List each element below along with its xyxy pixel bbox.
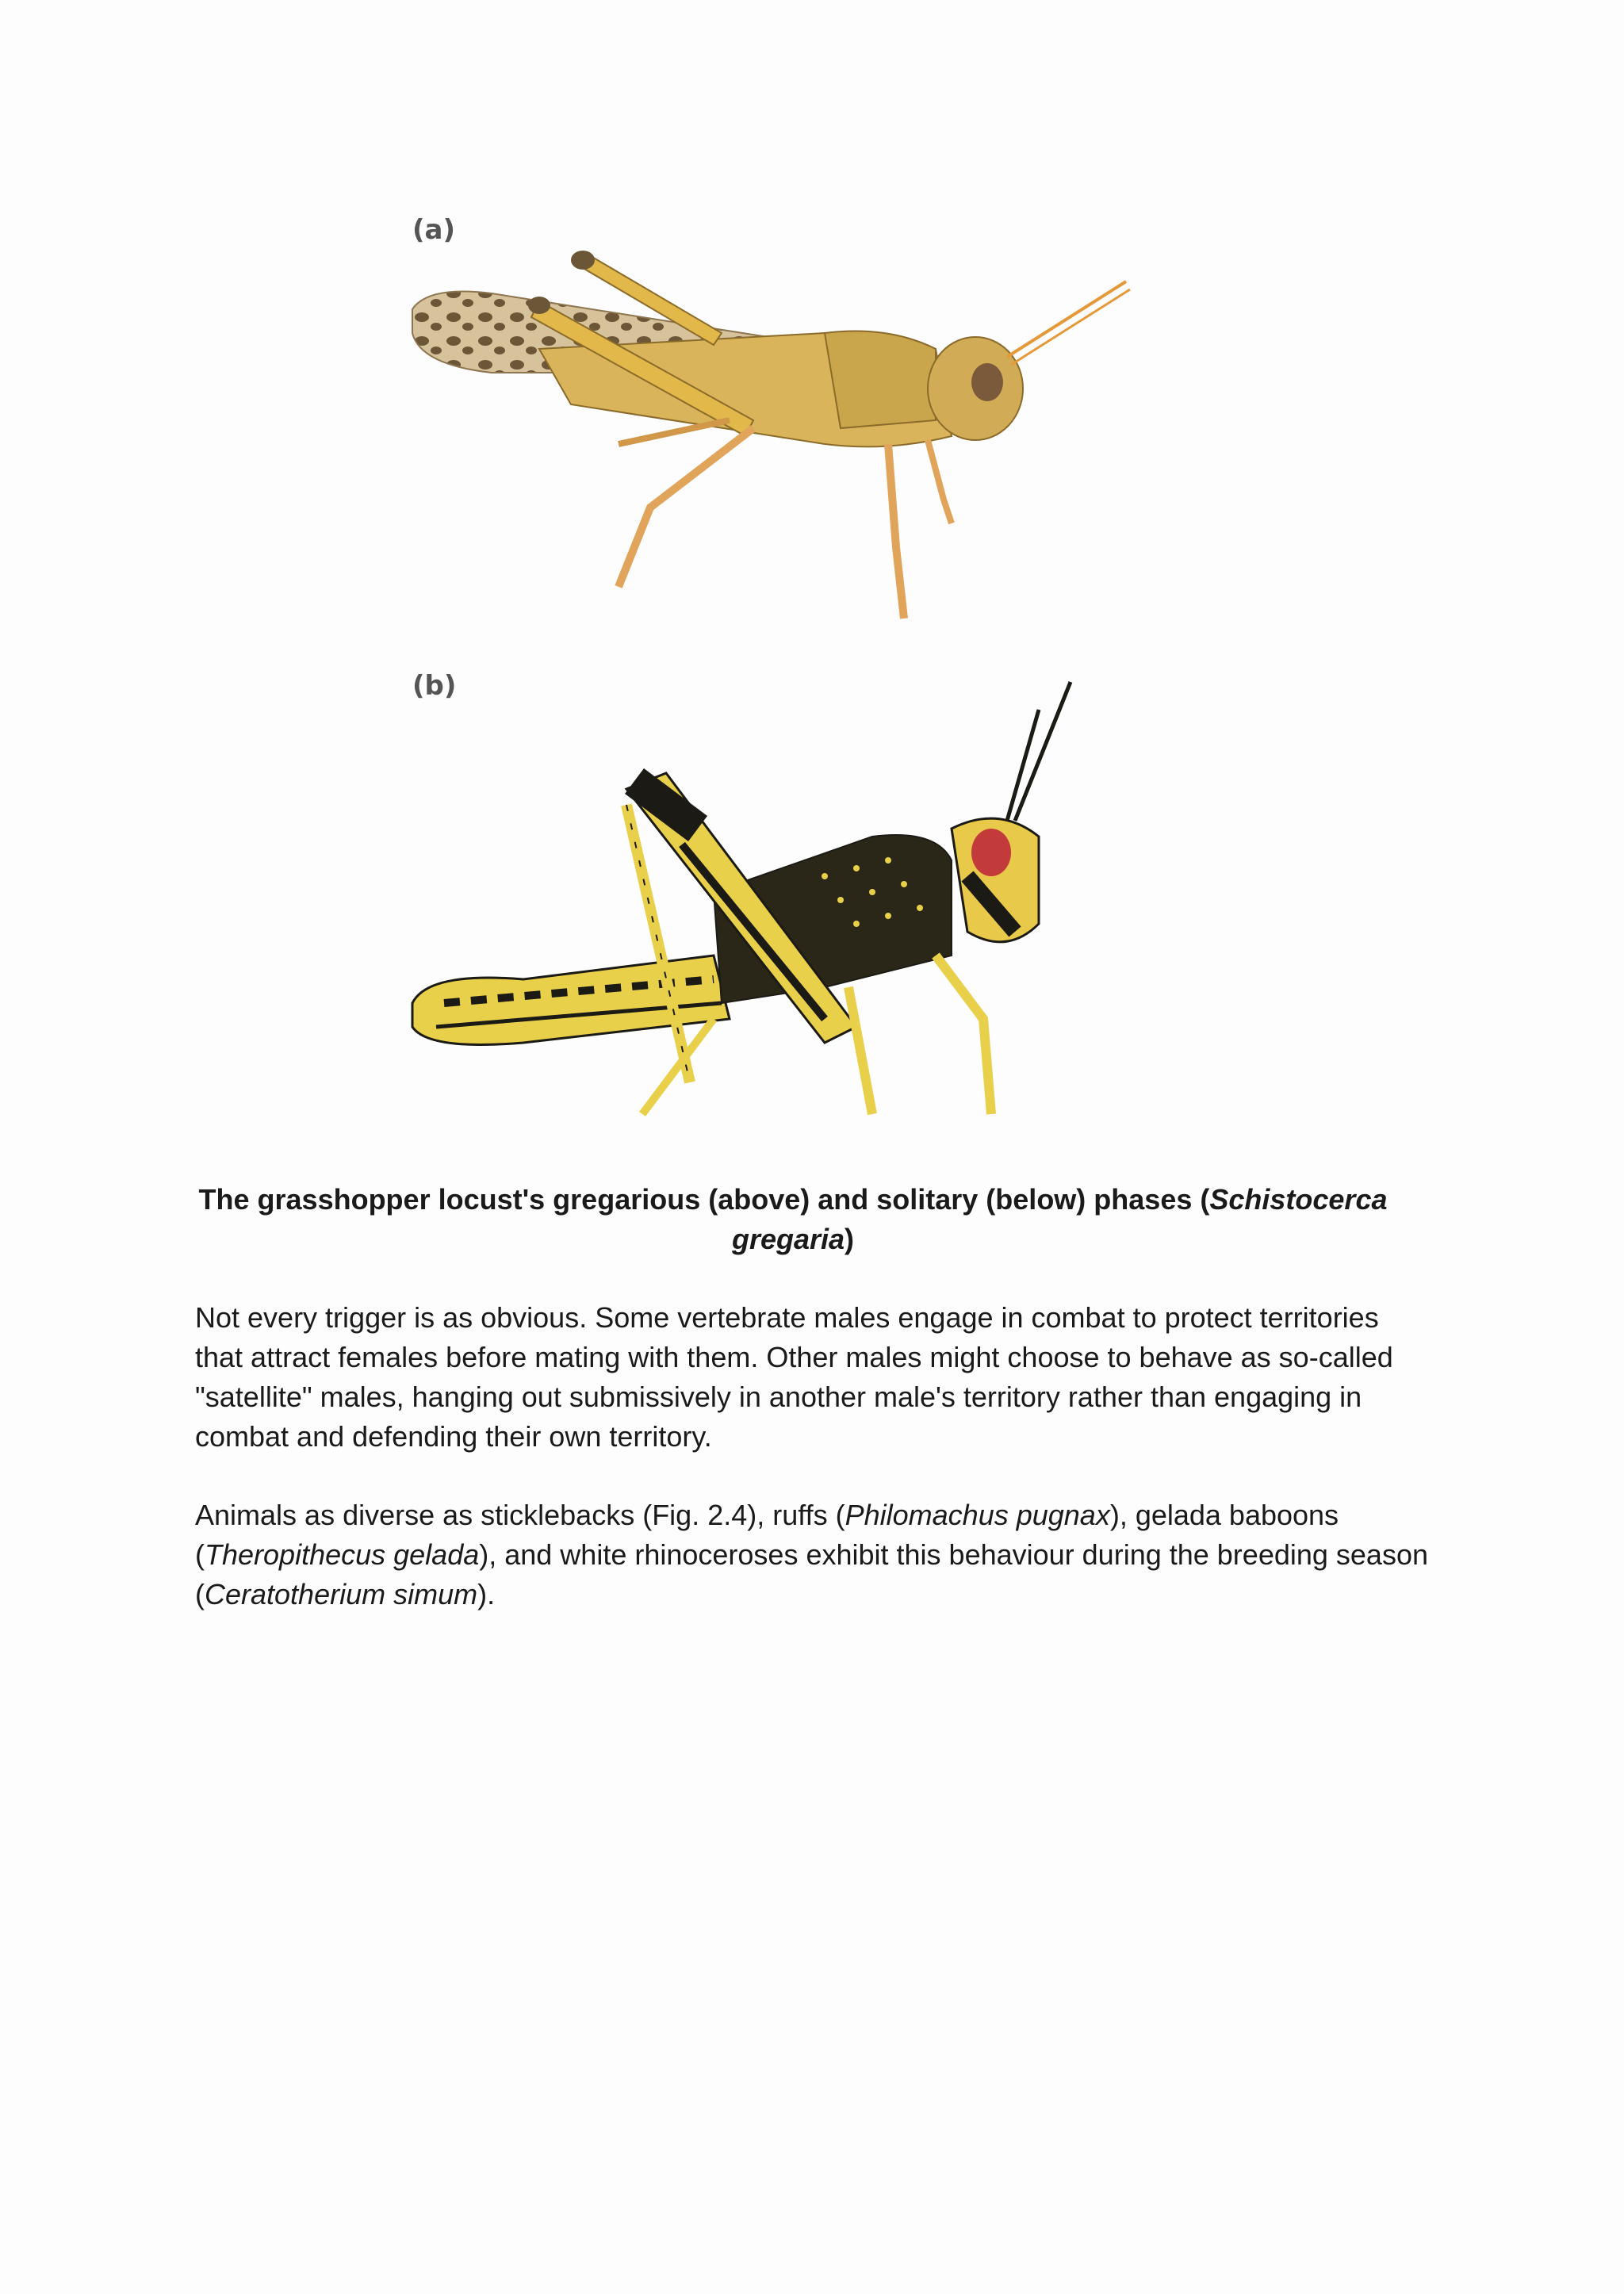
panel-a-label: (a) — [412, 214, 456, 246]
figure-panel-b — [381, 670, 1174, 1162]
gregarious-locust-image — [381, 214, 1174, 634]
body-paragraph-2 — [195, 1496, 1432, 1614]
paragraph-2-text-4: ). — [477, 1578, 496, 1610]
paragraph-2-text-2: ), gelada baboons ( — [195, 1499, 1339, 1571]
paragraph-2-text-1: Animals as diverse as sticklebacks (Fig. 2.4), ruffs ( — [195, 1499, 845, 1531]
paragraph-2-text-3: ), and white rhinoceroses exhibit this behaviour during the breeding season ( — [195, 1538, 1428, 1610]
caption-species-name: Schistocerca gregaria — [731, 1183, 1388, 1255]
figure-panel-a — [381, 214, 1174, 634]
gelada-species-name: Theropithecus gelada — [205, 1538, 480, 1571]
caption-end-text: ) — [845, 1223, 855, 1255]
body-paragraph-1: Not every trigger is as obvious. Some vertebrate males engage in combat to protect territories that attract females before mating with them. Other males might choose to behave as so-called "satellite" males, hanging out submissively in another male's territory rather than engaging in combat and defending their own territory. — [195, 1301, 1393, 1453]
ruff-species-name: Philomachus pugnax — [845, 1499, 1110, 1531]
figure-caption — [190, 1180, 1396, 1259]
panel-b-label: (b) — [412, 670, 457, 702]
rhino-species-name: Ceratotherium simum — [205, 1578, 478, 1610]
caption-main-text: The grasshopper locust's gregarious (above) and solitary (below) phases ( — [198, 1183, 1210, 1216]
solitary-locust-image — [381, 670, 1174, 1162]
